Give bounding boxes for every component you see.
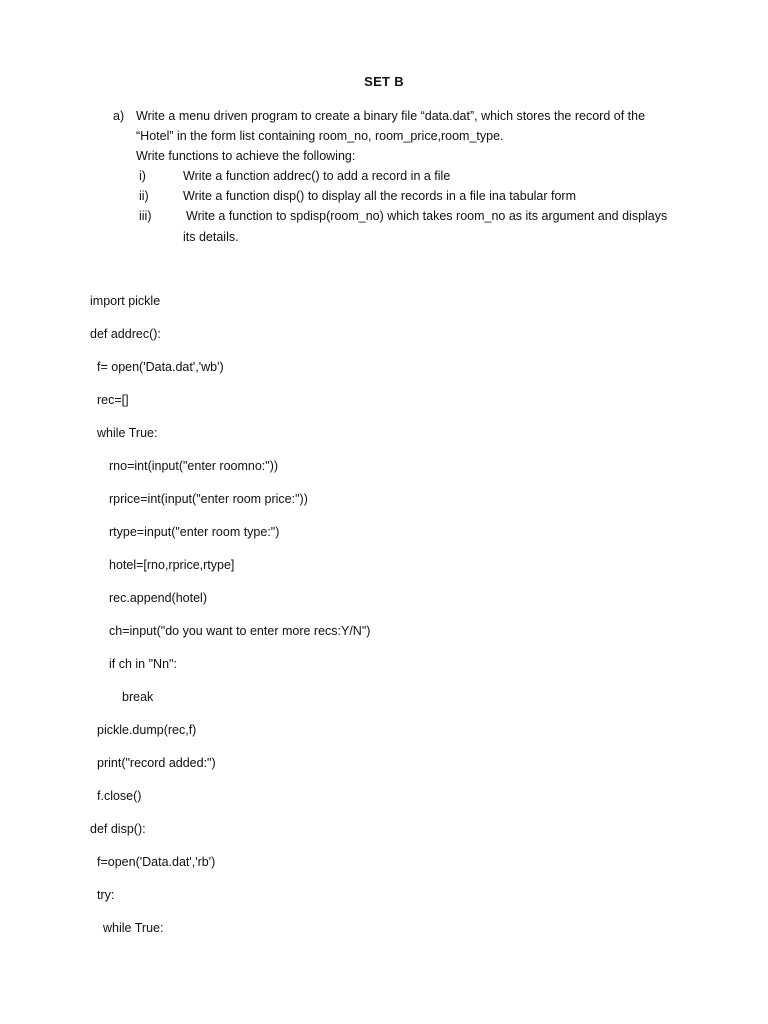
code-line: pickle.dump(rec,f) xyxy=(97,723,197,737)
code-line: f=open('Data.dat','rb') xyxy=(97,855,216,869)
code-line: f= open('Data.dat','wb') xyxy=(97,360,224,374)
code-line: rec.append(hotel) xyxy=(109,591,207,605)
subitem-number-2: ii) xyxy=(139,189,149,203)
code-line: rec=[] xyxy=(97,393,129,407)
code-line: rtype=input("enter room type:") xyxy=(109,525,280,539)
subitem-text-3: Write a function to spdisp(room_no) which takes room_no as its argument and displays xyxy=(186,209,668,223)
code-line: def addrec(): xyxy=(90,327,161,341)
question-text-line-2: “Hotel” in the form list containing room_no, room_price,room_type. xyxy=(136,129,504,143)
subitem-number-1: i) xyxy=(139,169,146,183)
question-text-line-1: Write a menu driven program to create a binary file “data.dat”, which stores the record of the xyxy=(136,109,646,123)
code-line: ch=input("do you want to enter more recs:Y/N") xyxy=(109,624,371,638)
subitem-text-2: Write a function disp() to display all the records in a file ina tabular form xyxy=(183,189,577,203)
subitem-text-3-continued: its details. xyxy=(183,230,239,244)
code-line: print("record added:") xyxy=(97,756,216,770)
code-line: while True: xyxy=(103,921,164,935)
code-line: rno=int(input("enter roomno:")) xyxy=(109,459,279,473)
question-text-line-3: Write functions to achieve the following: xyxy=(136,149,356,163)
code-line: break xyxy=(122,690,154,704)
subitem-text-1: Write a function addrec() to add a record in a file xyxy=(183,169,451,183)
code-line: rprice=int(input("enter room price:")) xyxy=(109,492,308,506)
page-title: SET B xyxy=(364,74,404,89)
code-line: hotel=[rno,rprice,rtype] xyxy=(109,558,235,572)
subitem-number-3: iii) xyxy=(139,209,152,223)
code-line: f.close() xyxy=(97,789,142,803)
code-line: while True: xyxy=(97,426,158,440)
code-line: try: xyxy=(97,888,115,902)
question-letter: a) xyxy=(113,109,125,123)
code-line: def disp(): xyxy=(90,822,146,836)
code-line: import pickle xyxy=(90,294,161,308)
code-line: if ch in "Nn": xyxy=(109,657,177,671)
